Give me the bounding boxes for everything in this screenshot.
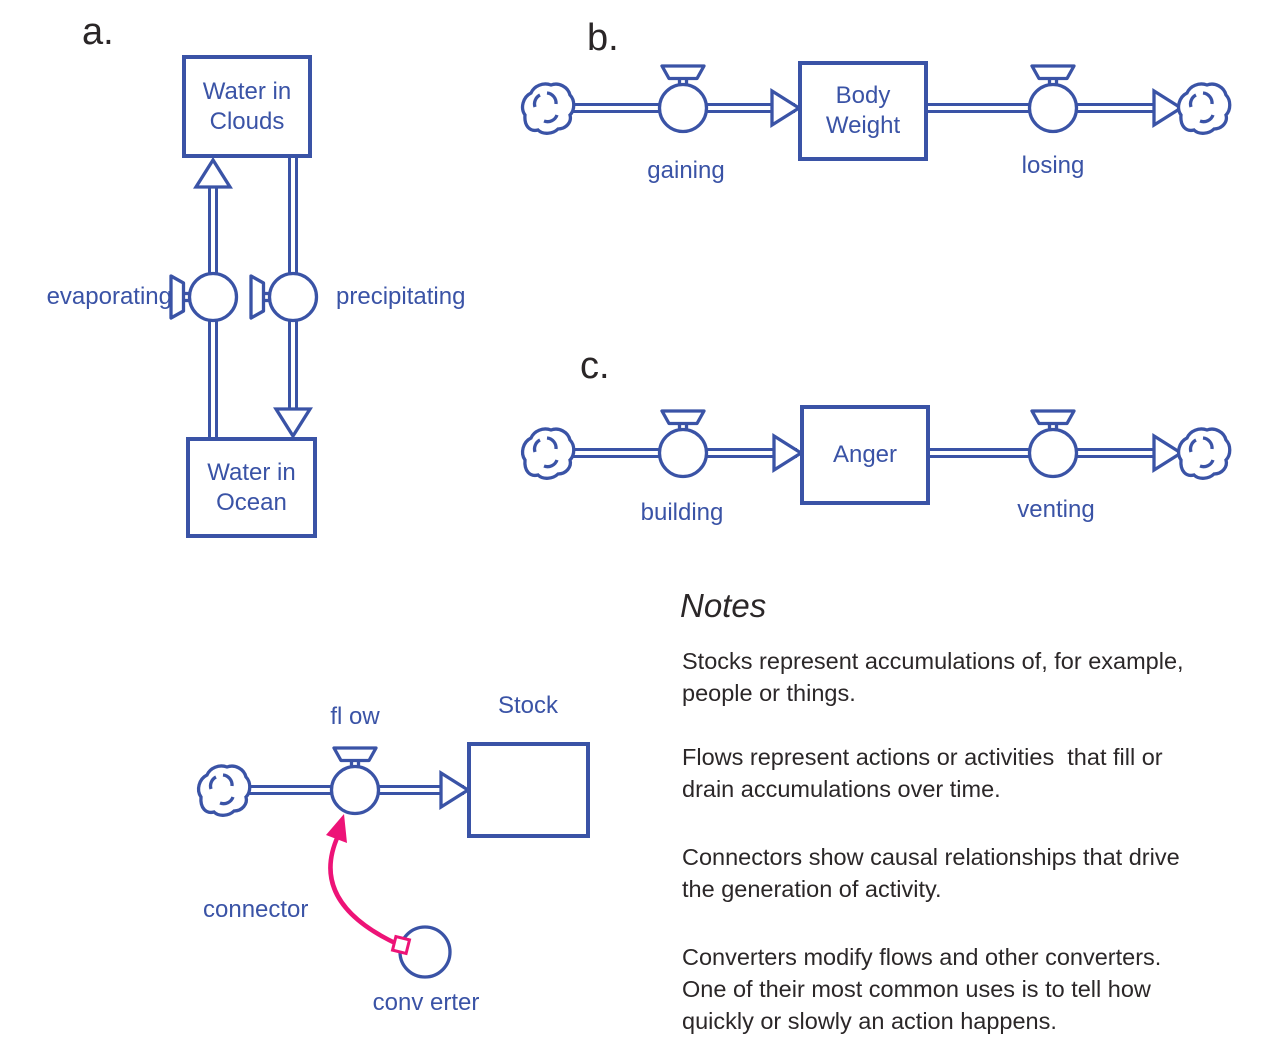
connector-arrowhead-icon [326, 814, 347, 843]
note-line: Flows represent actions or activities that fill or [682, 744, 1163, 770]
flow-label-gaining: gaining [647, 157, 725, 184]
sink-cloud-icon [1179, 429, 1230, 478]
notes-paragraph-converters [682, 941, 1161, 1037]
stock-label-line: Body [835, 82, 891, 109]
stock-box-water-in-ocean [186, 437, 317, 538]
notes-paragraph-connectors [682, 841, 1180, 905]
stock-box-legend-empty [467, 742, 590, 838]
building-valve-icon [660, 411, 707, 477]
legend-label-converter: conv erter [372, 989, 480, 1016]
stock-box-water-in-clouds [182, 55, 312, 158]
stock-box-anger [800, 405, 930, 505]
flow-valve-icon [332, 748, 379, 814]
sink-cloud-icon [1179, 84, 1230, 133]
note-line: One of their most common uses is to tell how [682, 976, 1151, 1002]
legend-label-stock: Stock [497, 692, 559, 719]
note-line: Converters modify flows and other converters. [682, 944, 1162, 970]
diagram-legend [199, 748, 468, 977]
legend-label-connector: connector [203, 896, 309, 923]
precipitating-valve-icon [251, 274, 317, 321]
evaporating-arrowhead-icon [196, 160, 230, 187]
stock-label-line: Clouds [209, 107, 285, 135]
note-line: drain accumulations over time. [682, 776, 1001, 802]
section-label-a: a. [82, 11, 114, 53]
notes-paragraph-stocks [682, 645, 1184, 709]
gaining-valve-icon [660, 66, 707, 132]
inflow-arrowhead-icon [772, 91, 799, 125]
note-line: the generation of activity. [682, 876, 942, 902]
diagram-a [171, 157, 317, 440]
inflow-arrowhead-icon [774, 436, 801, 470]
connector-arc [330, 836, 397, 944]
section-label-c: c. [580, 345, 610, 387]
section-label-b: b. [587, 17, 619, 59]
connector-handle-icon [393, 937, 410, 954]
stock-label-line: Weight [825, 112, 901, 139]
flow-label-evaporating: evaporating [46, 283, 172, 310]
flow-label-losing: losing [1021, 152, 1085, 179]
note-line: Stocks represent accumulations of, for example, [682, 648, 1184, 674]
stock-label-line: Water in [202, 77, 292, 105]
notes-paragraph-flows [682, 741, 1163, 805]
losing-valve-icon [1030, 66, 1077, 132]
stock-box-body-weight [798, 61, 928, 161]
venting-valve-icon [1030, 411, 1077, 477]
notes-title: Notes [680, 587, 767, 624]
flow-label-building: building [640, 499, 724, 526]
note-line: people or things. [682, 680, 856, 706]
inflow-arrowhead-icon [441, 773, 468, 807]
legend-label-flow: fl ow [330, 703, 380, 730]
note-line: quickly or slowly an action happens. [682, 1008, 1057, 1034]
precipitating-arrowhead-icon [276, 409, 310, 436]
flow-label-precipitating: precipitating [336, 283, 466, 310]
stock-label-line: Water in [207, 458, 296, 486]
evaporating-valve-icon [171, 274, 237, 321]
note-line: Connectors show causal relationships that drive [682, 844, 1180, 870]
stock-label-line: Ocean [216, 488, 287, 516]
source-cloud-icon [523, 84, 574, 133]
stock-label-line: Anger [832, 441, 898, 468]
source-cloud-icon [523, 429, 574, 478]
source-cloud-icon [199, 766, 250, 815]
flow-label-venting: venting [1017, 496, 1095, 523]
